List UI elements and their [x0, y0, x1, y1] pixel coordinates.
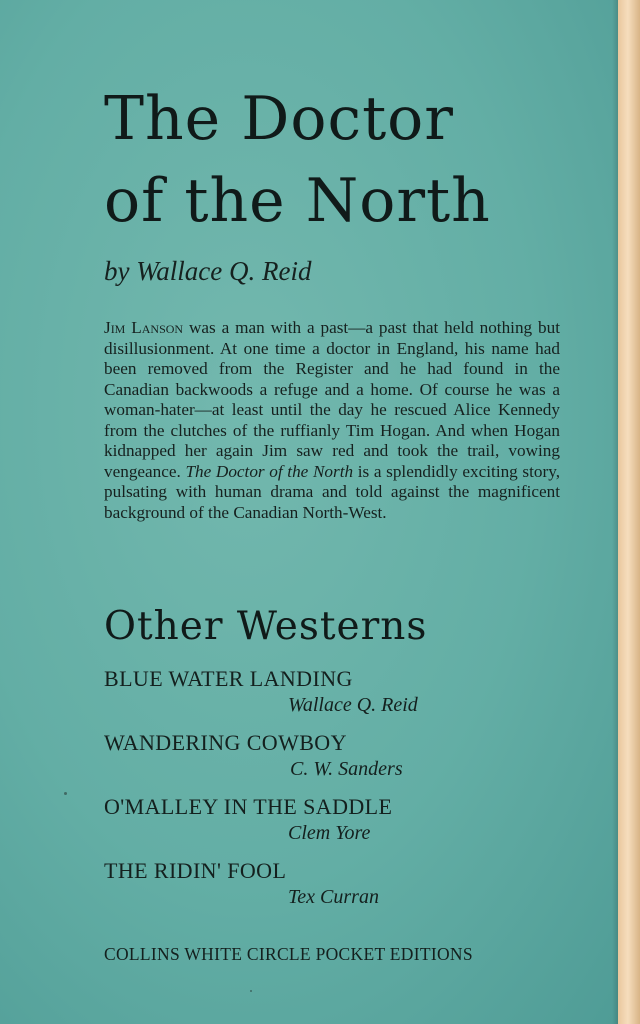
western-title: O'MALLEY IN THE SADDLE [104, 794, 393, 819]
western-author: C. W. Sanders [290, 758, 403, 780]
page-edge [618, 0, 640, 1024]
western-list-item [104, 730, 564, 794]
western-author: Wallace Q. Reid [288, 694, 418, 716]
other-westerns-heading: Other Westerns [104, 604, 428, 649]
western-author: Tex Curran [288, 886, 379, 908]
publisher-imprint: COLLINS WHITE CIRCLE POCKET EDITIONS [104, 944, 473, 964]
book-title-line-1: The Doctor [104, 84, 454, 154]
author-byline: by Wallace Q. Reid [104, 256, 312, 286]
western-list-item [104, 666, 564, 730]
western-title: WANDERING COWBOY [104, 730, 347, 755]
paper-speck [64, 792, 67, 795]
blurb-text-part-2: is a splendidly exciting story, pulsating with human drama and told against the magnificent background of the Canadian North-West. [104, 461, 560, 522]
western-title: BLUE WATER LANDING [104, 666, 353, 691]
western-title: THE RIDIN' FOOL [104, 858, 287, 883]
book-title-line-2: of the North [104, 166, 491, 236]
book-title [104, 78, 584, 242]
blurb-lead-name: Jim Lanson [104, 318, 184, 337]
book-blurb [104, 318, 560, 523]
western-list-item [104, 858, 564, 922]
western-author: Clem Yore [288, 822, 371, 844]
blurb-text-part-1: was a man with a past—a past that held nothing but disillusionment. At one time a doctor in England, his name had been removed from the Register and he had found in the Canadian backwoods a refuge and a home. Of course he was a woman-hater—at least until the day he rescued Alice Kennedy from the clutches of the ruffianly Tim Hogan. And when Hogan kidnapped her again Jim saw red and took the trail, vowing vengeance. [104, 318, 560, 481]
paper-speck [250, 990, 252, 992]
other-westerns-list [104, 666, 564, 922]
western-list-item [104, 794, 564, 858]
blurb-book-title: The Doctor of the North [185, 461, 354, 481]
